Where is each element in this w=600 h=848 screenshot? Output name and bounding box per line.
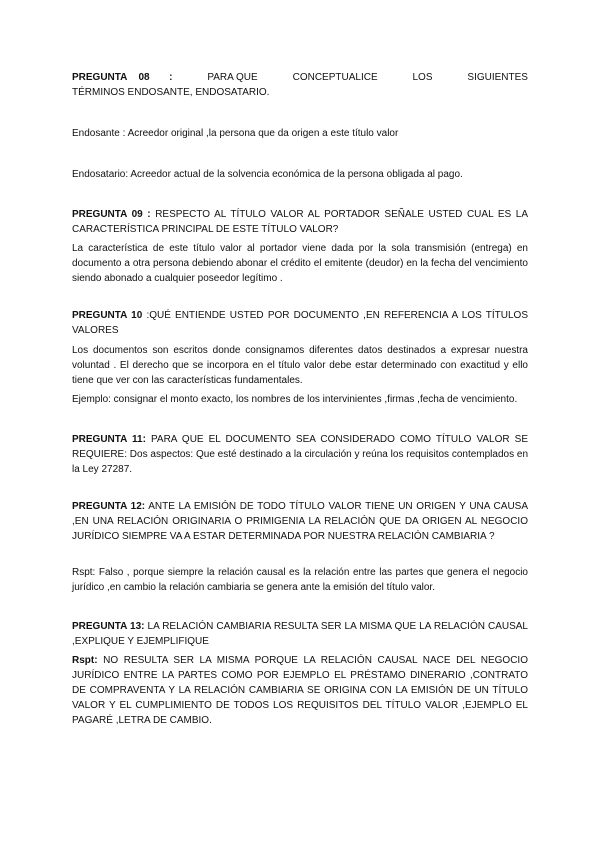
answer-13	[72, 653, 528, 728]
question-11	[72, 432, 528, 477]
question-09-label: PREGUNTA 09 :	[72, 209, 151, 220]
answer-13-text: NO RESULTA SER LA MISMA PORQUE LA RELACIÓN CAUSAL NACE DEL NEGOCIO JURÍDICO ENTRE LA PARTES COMO POR EJEMPLO EL PRÉSTAMO DINERARIO ,CONTRATO DE COMPRAVENTA Y LA RELACIÓN CAMBIARIA SE ORIGINA CON LA EMISIÓN DE UN TÍTULO VALOR Y EL CUMPLIMIENTO DE TODOS LOS REQUISITOS DEL TÍTULO VALOR ,EJEMPLO EL PAGARÉ ,LETRA DE CAMBIO.	[72, 655, 528, 726]
question-08-word-siguientes: SIGUIENTES	[467, 72, 528, 83]
question-08-label-word: PREGUNTA	[72, 72, 128, 83]
question-08-line2: TÉRMINOS ENDOSANTE, ENDOSATARIO.	[72, 87, 270, 98]
question-08-label-number: 08	[138, 72, 150, 83]
question-08-word-los: LOS	[412, 72, 433, 83]
question-08-word-conceptualice: CONCEPTUALICE	[292, 72, 378, 83]
question-10-label: PREGUNTA 10	[72, 310, 143, 321]
answer-09: La característica de este título valor al portador viene dada por la sola transmisión (entrega) en documento a otra persona debiendo abonar el crédito el emitente (deudor) en la fecha del vencimiento siendo abonado a cualquier poseedor legítimo .	[72, 243, 528, 284]
example-10: Ejemplo: consignar el monto exacto, los nombres de los intervinientes ,firmas ,fecha de vencimiento.	[72, 394, 518, 405]
question-12-text: ANTE LA EMISIÓN DE TODO TÍTULO VALOR TIENE UN ORIGEN Y UNA CAUSA ,EN UNA RELACIÓN ORIGINARIA O PRIMIGENIA LA RELACIÓN QUE DA ORIGEN AL NEGOCIO JURÍDICO SIEMPRE VA A ESTAR DETERMINADA POR NUESTRA RELACIÓN CAMBIARIA ?	[72, 501, 529, 542]
question-10-text: :QUÉ ENTIENDE USTED POR DOCUMENTO ,EN REFERENCIA A LOS TÍTULOS VALORES	[72, 310, 528, 336]
question-08-label-colon: :	[169, 72, 173, 83]
question-10	[72, 308, 528, 338]
question-13-label: PREGUNTA 13:	[72, 621, 145, 632]
answer-12: Rspt: Falso , porque siempre la relación causal es la relación entre las partes que genera el negocio jurídico ,en cambio la relación cambiaria se genera ante la emisión del título valor.	[72, 567, 528, 593]
question-12-label: PREGUNTA 12:	[72, 501, 146, 512]
question-09-text: RESPECTO AL TÍTULO VALOR AL PORTADOR SEÑALE USTED CUAL ES LA CARACTERÍSTICA PRINCIPAL DE ESTE TÍTULO VALOR?	[72, 209, 528, 235]
answer-11: Dos aspectos: Que esté destinado a la circulación y reúna los requisitos contemplados en la Ley 27287.	[72, 449, 528, 475]
endosante-definition: Endosante : Acreedor original ,la persona que da origen a este título valor	[72, 128, 399, 139]
question-09	[72, 207, 528, 237]
question-11-text: PARA QUE EL DOCUMENTO SEA CONSIDERADO COMO TÍTULO VALOR SE REQUIERE:	[72, 434, 528, 460]
answer-13-label: Rspt:	[72, 655, 98, 666]
question-12	[72, 499, 528, 544]
question-08-word-para-que: PARA QUE	[207, 72, 258, 83]
question-13-text: LA RELACIÓN CAMBIARIA RESULTA SER LA MISMA QUE LA RELACIÓN CAUSAL ,EXPLIQUE Y EJEMPLIFIQUE	[72, 621, 528, 647]
question-13	[72, 619, 528, 649]
question-08-line1	[72, 70, 528, 85]
question-11-label: PREGUNTA 11:	[72, 434, 146, 445]
question-08	[72, 70, 528, 100]
answer-10: Los documentos son escritos donde consignamos diferentes datos destinados a expresar nuestra voluntad . El derecho que se incorpora en el título valor debe estar determinado con exactitud y ello tiene que ver con las características fundamentales.	[72, 345, 528, 386]
endosatario-definition: Endosatario: Acreedor actual de la solvencia económica de la persona obligada al pago.	[72, 169, 463, 180]
